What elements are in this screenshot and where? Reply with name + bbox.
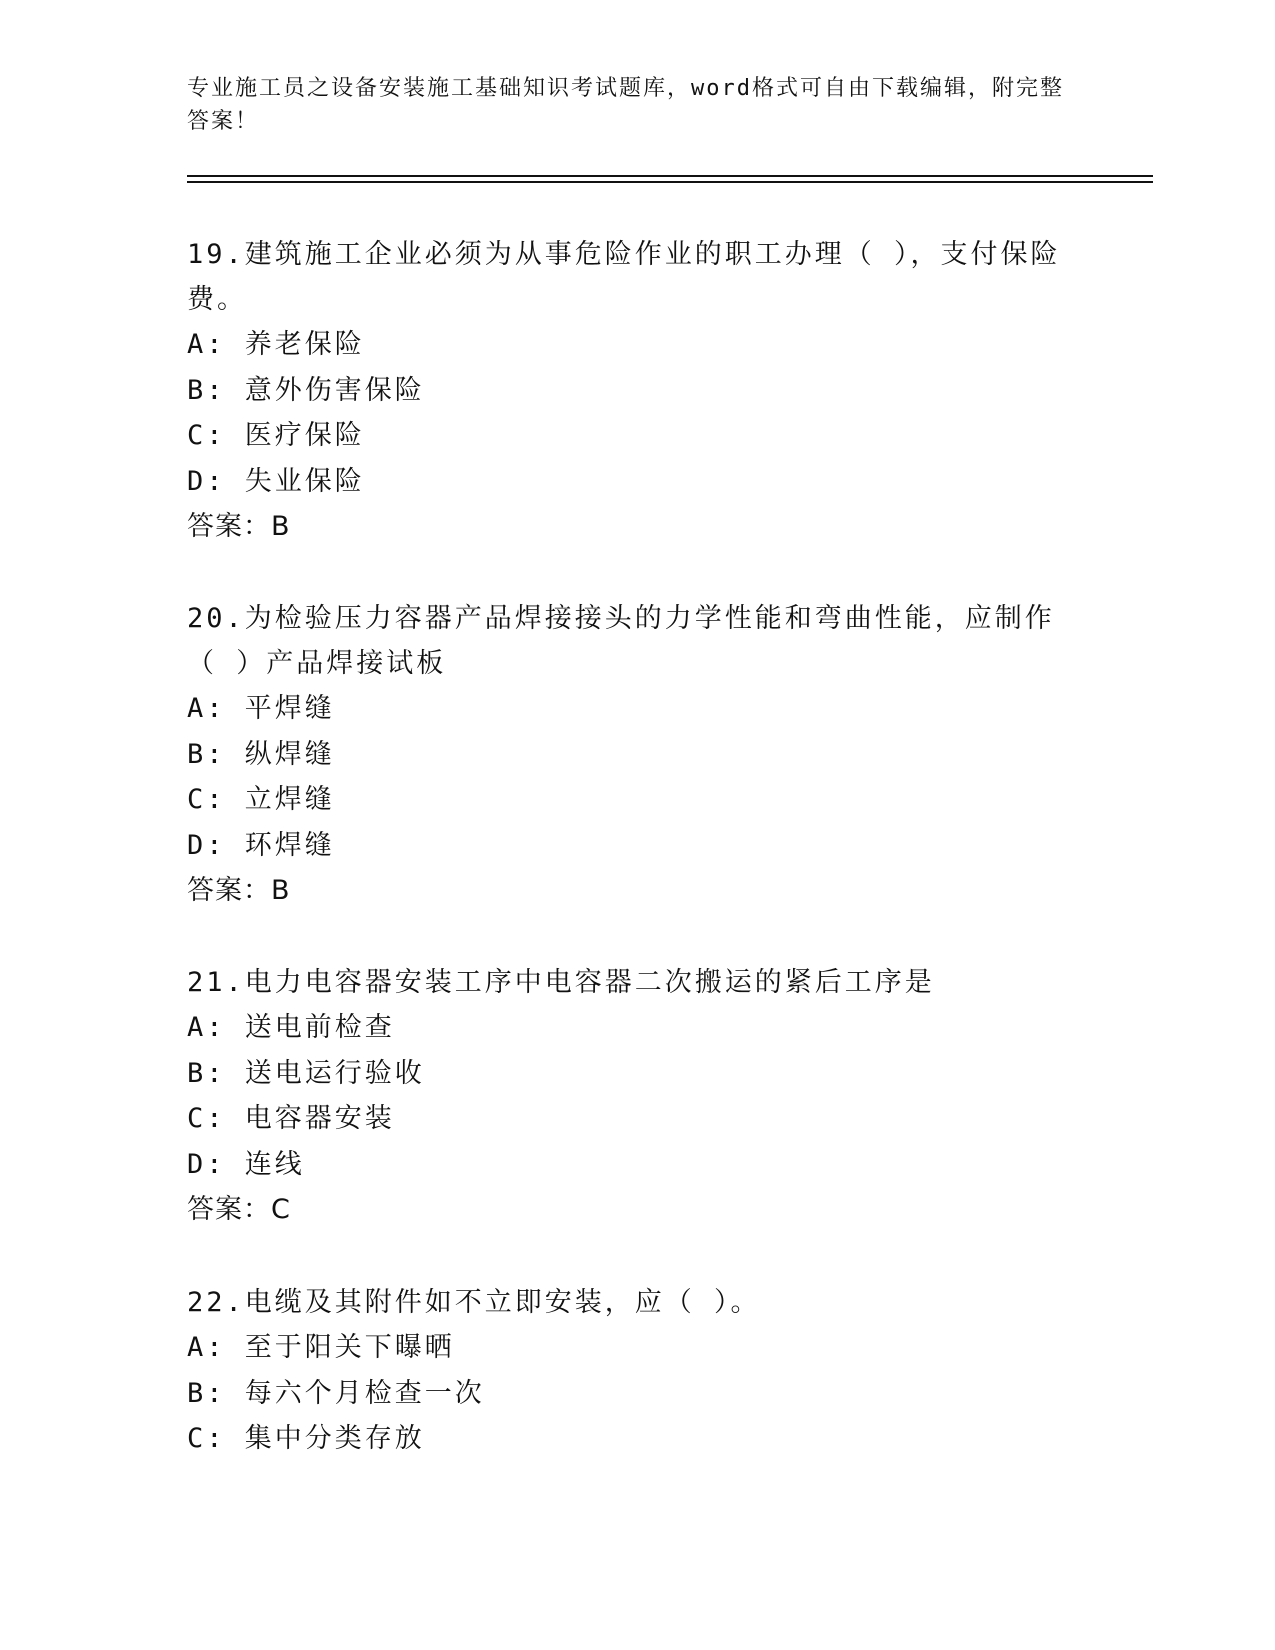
option-c: C: 立焊缝 (187, 784, 335, 815)
option-a: A: 平焊缝 (187, 693, 335, 724)
option-c: C: 电容器安装 (187, 1103, 395, 1134)
option-d: D: 失业保险 (187, 465, 365, 497)
question-19 (187, 232, 1067, 550)
question-stem: 21.电力电容器安装工序中电容器二次搬运的紧后工序是 (187, 967, 935, 998)
option-a: A: 送电前检查 (187, 1012, 395, 1043)
option-b: B: 每六个月检查一次 (187, 1377, 485, 1409)
answer: 答案：B (187, 511, 291, 542)
option-b: B: 意外伤害保险 (187, 374, 425, 406)
option-a: A: 养老保险 (187, 329, 365, 360)
option-a: A: 至于阳关下曝晒 (187, 1332, 455, 1363)
answer: 答案：C (187, 1194, 291, 1225)
option-b: B: 送电运行验收 (187, 1057, 425, 1089)
option-b: B: 纵焊缝 (187, 738, 335, 770)
option-c: C: 医疗保险 (187, 420, 365, 451)
option-c: C: 集中分类存放 (187, 1423, 425, 1454)
question-20 (187, 596, 1067, 914)
question-21 (187, 960, 1067, 1233)
header-divider-top (187, 175, 1153, 177)
option-d: D: 连线 (187, 1148, 305, 1180)
question-stem: 20.为检验压力容器产品焊接接头的力学性能和弯曲性能，应制作（ ）产品焊接试板 (187, 603, 1055, 679)
answer: 答案：B (187, 875, 291, 906)
document-header: 专业施工员之设备安装施工基础知识考试题库，word格式可自由下载编辑，附完整答案！ (187, 76, 1064, 134)
header-divider-bottom (187, 181, 1153, 183)
option-d: D: 环焊缝 (187, 829, 335, 861)
question-stem: 19.建筑施工企业必须为从事危险作业的职工办理（ ），支付保险费。 (187, 239, 1061, 315)
question-stem: 22.电缆及其附件如不立即安装，应（ ）。 (187, 1287, 761, 1318)
question-22 (187, 1280, 1067, 1462)
